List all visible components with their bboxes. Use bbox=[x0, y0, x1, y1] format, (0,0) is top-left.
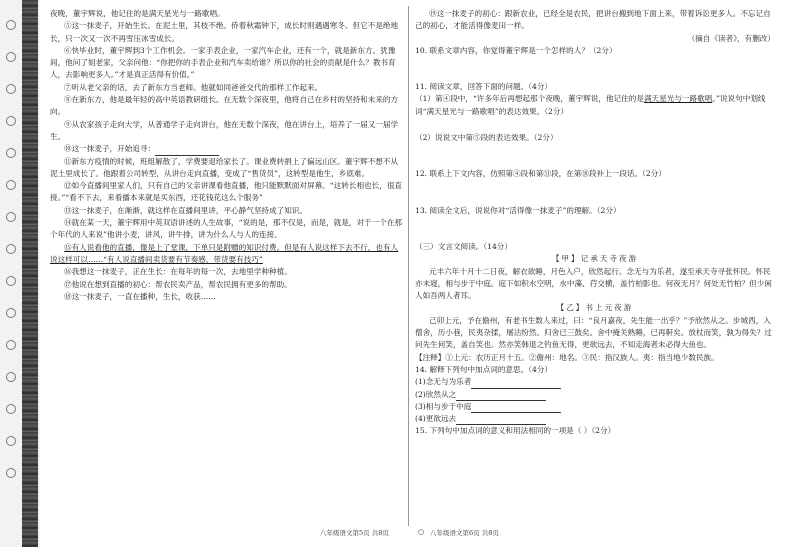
left-line-0: 夜晚，董宇辉说，他记住的是满天星光与一路歌唱。 bbox=[50, 9, 225, 18]
left-page bbox=[50, 8, 402, 303]
binding-stripe bbox=[22, 0, 38, 547]
left-line-13: ⑰他说在想到直播的初心：帮农民卖产品，帮农民拥有更多的帮助。 bbox=[64, 279, 292, 289]
left-line-9: ⑬这一抹麦子，在渐渐，就这样在直播间里讲，平心静气坚持成了知识。 bbox=[64, 205, 307, 215]
question-11-2: （2）说说文中第⑤段的表达效果。（2分） bbox=[415, 133, 558, 143]
q14-item-2: (2)欣然从之 bbox=[415, 389, 775, 401]
left-line-10: ⑭就在某一天，董宇辉用中英双语讲述的人生故事，“说的是，那不仅是，而是，就是，对于一个在那个年代的人来说”他讲小麦，讲风，讲牛排，讲为什么人与人的连接。 bbox=[50, 218, 403, 240]
answer-blank[interactable] bbox=[471, 380, 561, 389]
left-line-5: ⑨从农家孩子走向大学，从普通学子走向讲台，他在无数个深夜，他在讲台上，培养了一届又一届学生。 bbox=[50, 119, 399, 141]
left-line-4: ⑧在新东方，他是最年轻的高中英语教研组长。在无数个深夜里，他将自己在乡村的坚持和未来的方向。 bbox=[50, 95, 399, 117]
q14-item-1: (1)念无与为乐者 bbox=[415, 376, 775, 388]
left-page-footer: 八年级语文第5页 共8页 bbox=[320, 529, 389, 537]
question-12: 12. 联系上下文内容，仿照第④段和第⑪段，在第⑱段补上一段话。（2分） bbox=[415, 169, 666, 179]
yi-title: 【乙】书上元夜游 bbox=[556, 303, 634, 313]
page-divider bbox=[408, 6, 409, 526]
left-line-1: ⑤这一抹麦子，开始生长。在泥土里，其枝不绝。侨着秋霜钟下，成长时则遇遇寒冬。但它不是绝地长，只一次又一次不再雪压冰雪成长。 bbox=[50, 21, 399, 43]
jia-text: 元丰六年十月十二日夜，解衣欲睡，月色入户，欣然起行。念无与为乐者，遂至承天寺寻张怀民。怀民亦未寝，相与步于中庭。庭下如积水空明，水中藻、荇交横，盖竹柏影也。何夜无月？何处无竹柏？但少闲人如吾两人者耳。 bbox=[415, 266, 772, 301]
q14-item-3: (3)相与步于中庭 bbox=[415, 401, 775, 413]
question-11-1: （1）第④段中，“许多年后再想起那个夜晚，董宇辉说，他记住的是满天星光与一路歌唱。”说说句中划线词“满天星光与一路歌唱”的表达效果。（2分） bbox=[415, 94, 766, 116]
right-page bbox=[415, 8, 775, 438]
yi-text: 己卯上元，予在儋州，有老书生数人来过，曰：“良月嘉夜，先生能一出乎？”予欣然从之。步城西，入僧舍，历小巷，民夷杂揉，屠沽纷然。归舍已三鼓矣。舍中掩关熟睡，已再鼾矣。放杖而笑，孰为得失？过问先生何笑，盖自笑也。然亦笑韩退之钓鱼无得，更欲远去，不知走海者未必得大鱼也。 bbox=[415, 315, 772, 350]
section-3-heading: （三）文言文阅读。（14分） bbox=[415, 241, 512, 251]
question-10: 10. 联系文章内容，你觉得董宇辉是一个怎样的人？（2分） bbox=[415, 45, 617, 55]
left-line-7: ⑪新东方疫情的时候，班组解散了，学费要退给家长了。课业费转捐上了偏远山区。董宇辉不想不从泥土里成长了。他跟着公司转型，从讲台走向直播，变成了“售货员”，这转型是他生，乡底难。 bbox=[50, 156, 399, 178]
left-line-14: ⑱这一抹麦子，一直在播种，生长，收获…… bbox=[64, 291, 216, 301]
binding-holes bbox=[4, 20, 18, 530]
q14-item-4: (4)更欲远去 bbox=[415, 413, 775, 425]
question-13: 13. 阅读全文后，说说你对“活得像一抹麦子”的理解。（2分） bbox=[415, 205, 621, 215]
binding-margin bbox=[0, 0, 40, 547]
intro-paragraph: ⑲这一抹麦子的初心：跟新农业，已经全是农民，把讲台搬到地下面上来，带着诉讼更多人。不忘记自己的初心，才能活得像麦田一样。 bbox=[415, 9, 771, 31]
question-11: 11. 阅读文章，回答下面的问题。（4分） bbox=[415, 82, 553, 92]
left-line-3: ⑦听从老父亲的话，去了新东方当老师。他就如同爸爸交代的那样工作起来。 bbox=[64, 82, 323, 92]
left-line-11: ⑮有人说看他的直播，像是上了堂课，下单只是附赠的知识付费。但是有人说这样下去不行，也有人说这样可以……“有人说直播间卖货要有节奏感，带货要有技巧” bbox=[50, 242, 399, 264]
center-dot-icon: ○ bbox=[418, 528, 425, 536]
annotation-note: 【注释】①上元：农历正月十五。②儋州：地名。③民：指汉族人。夷：指当地少数民族。 bbox=[415, 352, 719, 362]
left-line-8: ⑫如今直播间里家人们，只有自己的父亲讲课看他直播，他只能默默面对屏幕。“这转长相也长，很直接。”“看不下去，来看播本来就是买东西，还花钱花这么个服务” bbox=[50, 181, 403, 203]
left-line-12: ⑯我想这一抹麦子，正在生长：在每年的每一次，去地里学种种植。 bbox=[64, 267, 292, 277]
answer-blank[interactable] bbox=[155, 147, 219, 156]
answer-blank[interactable] bbox=[456, 416, 546, 425]
left-line-6: ⑩这一抹麦子，开始追寻： bbox=[50, 143, 402, 155]
left-line-2: ⑥快毕业时，董宇辉到3个工作机会。一家手表企业，一家汽车企业，还有一个，就是新东方。犹豫间，他问了姐老家，父亲问他：“你把你的手表企业和汽车卖给谁？所以你的社会的贡献是什么？教书育人，去影响更多人。”才是真正活得有价值。” bbox=[50, 45, 396, 80]
answer-blank[interactable] bbox=[471, 404, 561, 413]
source-line: （摘自《读者》，有删改） bbox=[687, 33, 775, 43]
answer-blank[interactable] bbox=[456, 392, 546, 401]
question-14: 14. 解释下列句中加点词的意思。（4分） bbox=[415, 364, 553, 374]
jia-title: 【甲】记承天寺夜游 bbox=[551, 254, 639, 264]
right-page-footer: 八年级语文第6页 共8页 bbox=[430, 529, 499, 537]
question-15: 15. 下列句中加点词的意义和用法相同的一项是（ ）（2分） bbox=[415, 426, 616, 436]
